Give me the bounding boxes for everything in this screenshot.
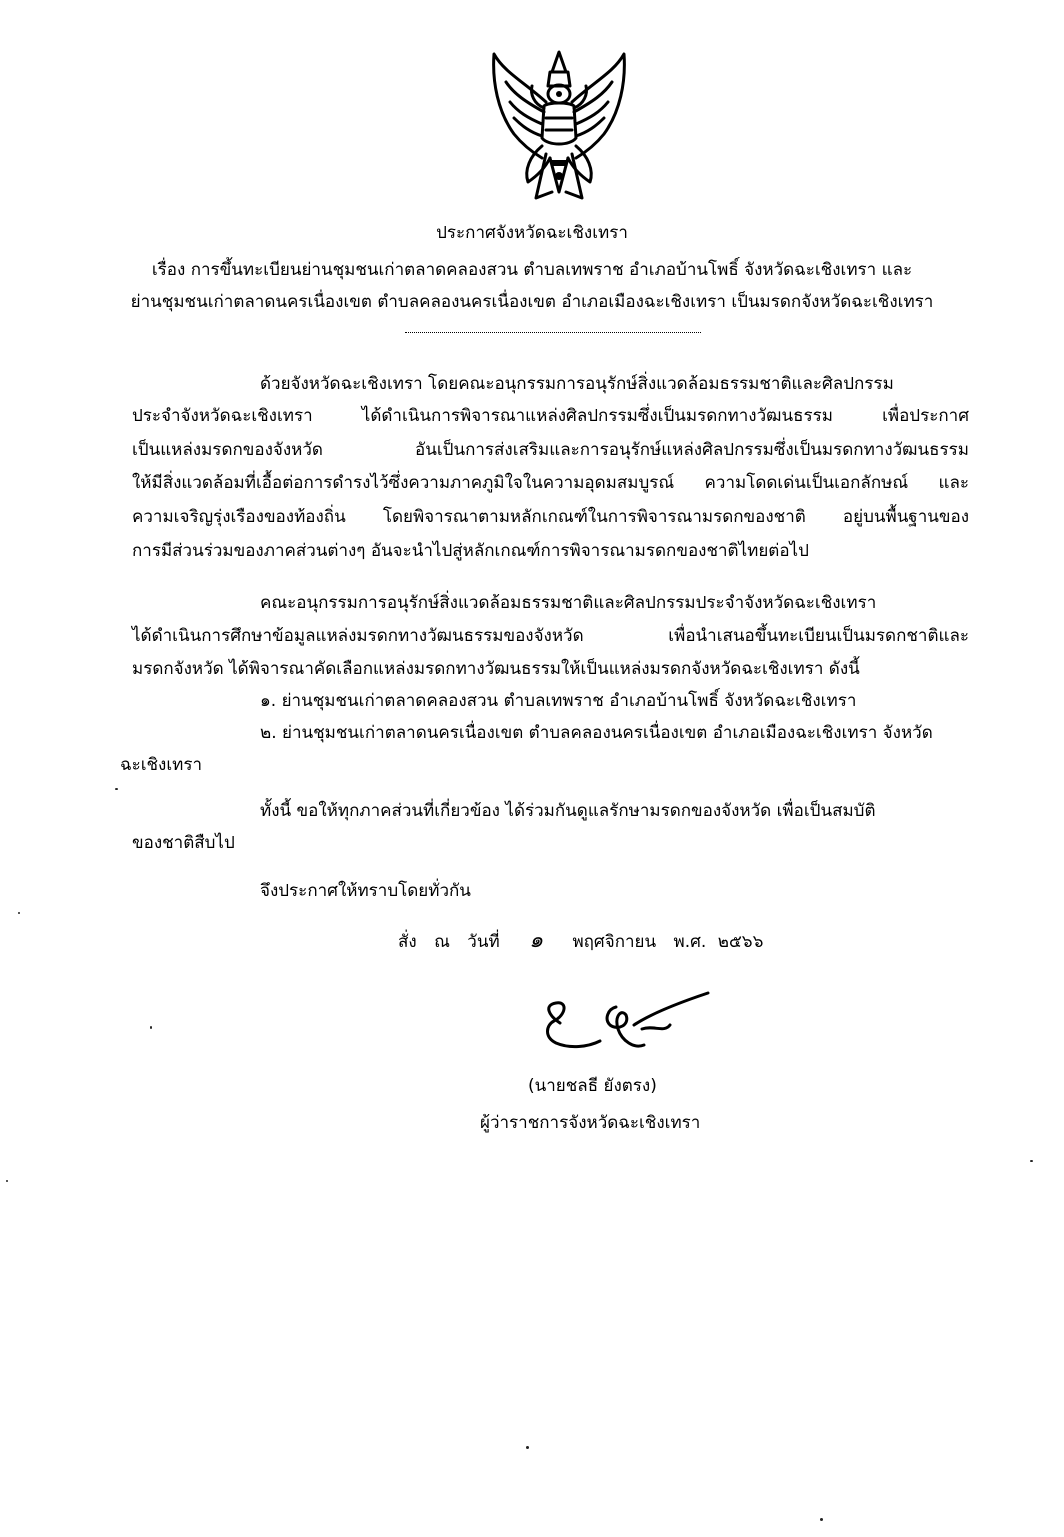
scan-speck: [1030, 1160, 1033, 1162]
heritage-list-item-2-continuation: ฉะเชิงเทรา: [120, 755, 203, 775]
paragraph-1-line: การมีส่วนร่วมของภาคส่วนต่างๆ อันจะนำไปสู่หลักเกณฑ์การพิจารณามรดกของชาติไทยต่อไป: [132, 541, 809, 561]
date-day: ๑: [529, 928, 544, 953]
signatory-name: (นายชลธี ยังตรง): [528, 1076, 657, 1096]
date-prefix: สั่ง: [398, 932, 417, 952]
announcement-line: จึงประกาศให้ทราบโดยทั่วกัน: [260, 881, 471, 901]
scan-speck: [820, 1518, 823, 1521]
paragraph-1-line: ให้มีสิ่งแวดล้อมที่เอื้อต่อการดำรงไว้ซึ่งความภาคภูมิใจในความอุดมสมบูรณ์ ความโดดเด่นเป็นเอกลักษณ์ และ: [132, 473, 969, 493]
paragraph-2-line: มรดกจังหวัด ได้พิจารณาคัดเลือกแหล่งมรดกทางวัฒนธรรมให้เป็นแหล่งมรดกจังหวัดฉะเชิงเทรา ดังนี้: [132, 659, 860, 679]
paragraph-1-line: ด้วยจังหวัดฉะเชิงเทรา โดยคณะอนุกรรมการอนุรักษ์สิ่งแวดล้อมธรรมชาติและศิลปกรรม: [260, 374, 894, 394]
paragraph-1-line: ประจำจังหวัดฉะเชิงเทรา ได้ดำเนินการพิจารณาแหล่งศิลปกรรมซึ่งเป็นมรดกทางวัฒนธรรม เพื่อประกาศ: [132, 406, 969, 426]
handwritten-signature-icon: [538, 985, 718, 1065]
subject-line-1: เรื่อง การขึ้นทะเบียนย่านชุมชนเก่าตลาดคลองสวน ตำบลเทพราช อำเภอบ้านโพธิ์ จังหวัดฉะเชิงเทรา และ: [151, 260, 913, 280]
paragraph-3-line: ของชาติสืบไป: [132, 833, 235, 853]
scan-speck: [150, 1026, 152, 1029]
scan-speck: [18, 912, 20, 914]
date-line: [398, 930, 763, 953]
scan-speck: [6, 1180, 8, 1182]
heritage-list-item-1: ๑. ย่านชุมชนเก่าตลาดคลองสวน ตำบลเทพราช อำเภอบ้านโพธิ์ จังหวัดฉะเชิงเทรา: [260, 691, 857, 711]
paragraph-3-line: ทั้งนี้ ขอให้ทุกภาคส่วนที่เกี่ยวข้อง ได้ร่วมกันดูแลรักษามรดกของจังหวัด เพื่อเป็นสมบัติ: [260, 801, 876, 821]
heritage-list-item-2: ๒. ย่านชุมชนเก่าตลาดนครเนื่องเขต ตำบลคลองนครเนื่องเขต อำเภอเมืองฉะเชิงเทรา จังหวัด: [260, 723, 933, 743]
paragraph-1-line: ความเจริญรุ่งเรืองของท้องถิ่น โดยพิจารณาตามหลักเกณฑ์ในการพิจารณามรดกของชาติ อยู่บนพื้นฐานของ: [132, 507, 969, 527]
date-year: ๒๕๖๖: [717, 932, 764, 952]
header-divider: [405, 332, 701, 333]
document-title: ประกาศจังหวัดฉะเชิงเทรา: [436, 223, 628, 243]
date-at: ณ: [434, 932, 450, 952]
paragraph-2-line: ได้ดำเนินการศึกษาข้อมูลแหล่งมรดกทางวัฒนธรรมของจังหวัด เพื่อนำเสนอขึ้นทะเบียนเป็นมรดกชาติและ: [132, 626, 969, 646]
date-month: พฤศจิกายน: [572, 932, 657, 952]
signatory-position: ผู้ว่าราชการจังหวัดฉะเชิงเทรา: [480, 1113, 701, 1133]
date-day-label: วันที่: [467, 932, 500, 952]
scan-speck: [526, 1446, 529, 1449]
date-era: พ.ศ.: [673, 932, 707, 952]
scan-speck: [115, 788, 118, 790]
paragraph-2-line: คณะอนุกรรมการอนุรักษ์สิ่งแวดล้อมธรรมชาติและศิลปกรรมประจำจังหวัดฉะเชิงเทรา: [260, 593, 877, 613]
garuda-emblem-icon: [484, 42, 634, 210]
subject-line-2: ย่านชุมชนเก่าตลาดนครเนื่องเขต ตำบลคลองนครเนื่องเขต อำเภอเมืองฉะเชิงเทรา เป็นมรดกจังหวัดฉะเชิงเทรา: [130, 292, 934, 312]
paragraph-1-line: เป็นแหล่งมรดกของจังหวัด อันเป็นการส่งเสริมและการอนุรักษ์แหล่งศิลปกรรมซึ่งเป็นมรดกทางวัฒนธรรม: [132, 440, 969, 460]
